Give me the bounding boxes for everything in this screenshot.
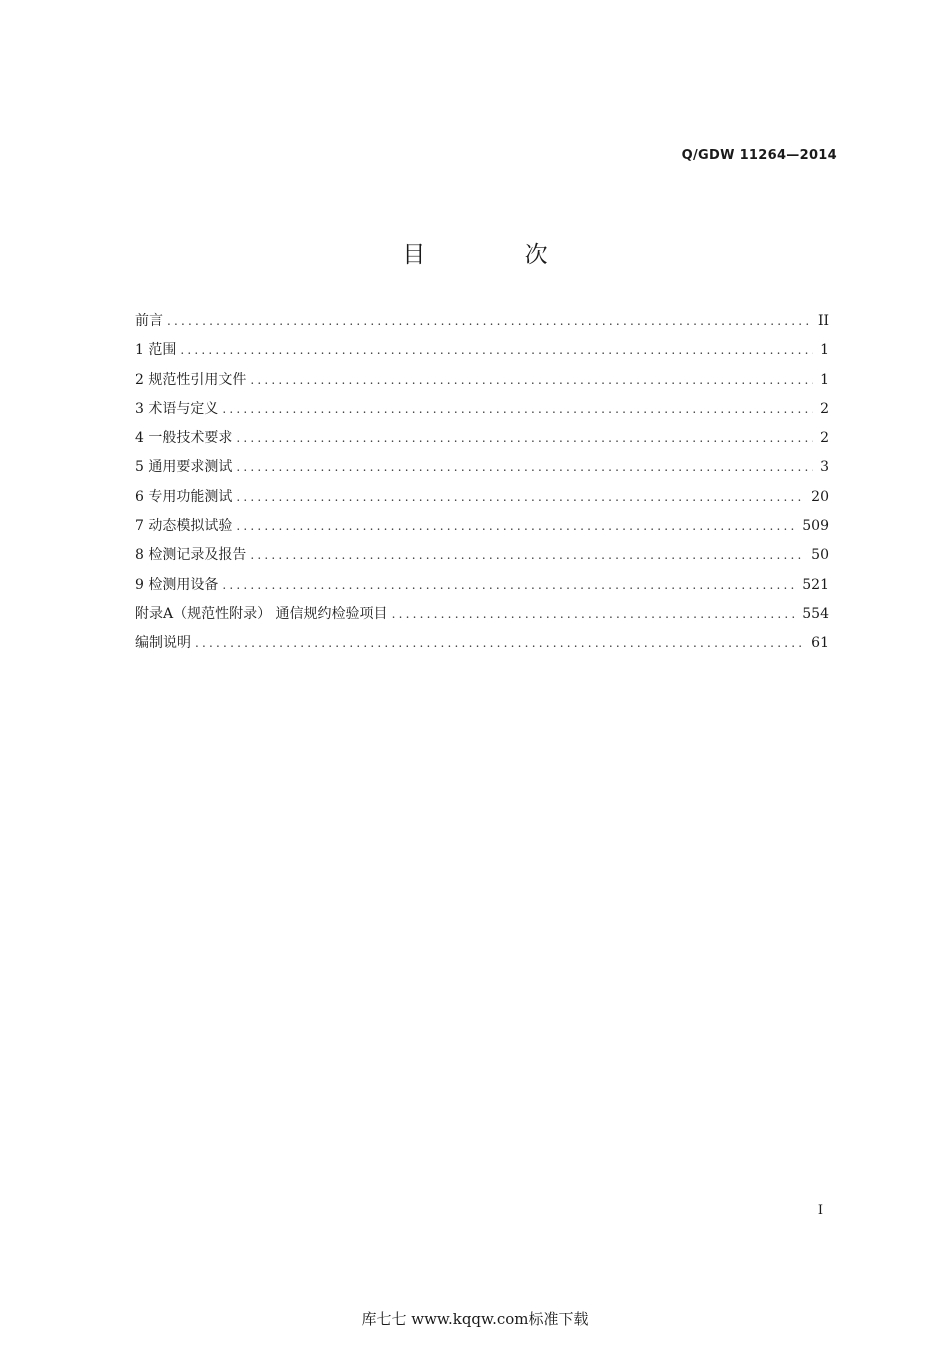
- toc-entry-label: 前言: [135, 313, 163, 329]
- toc-title: 目 次: [402, 242, 594, 268]
- toc-leader-dots: [195, 636, 805, 650]
- toc-entry-page: 521: [802, 576, 829, 593]
- toc-entry-label: 3 术语与定义: [135, 400, 219, 417]
- toc-entry-label: 2 规范性引用文件: [135, 371, 247, 388]
- toc-entry[interactable]: [135, 632, 829, 661]
- toc-entry-page: 20: [811, 488, 829, 505]
- toc-entry-label: 编制说明: [135, 635, 191, 652]
- toc-leader-dots: [236, 431, 813, 445]
- toc-entry[interactable]: [135, 339, 829, 368]
- toc-leader-dots: [180, 343, 813, 357]
- toc-entry-label: 1 范围: [135, 342, 177, 359]
- toc-entry-page: 2: [820, 430, 829, 447]
- toc-entry-page: 3: [820, 459, 829, 476]
- toc-entry[interactable]: [135, 427, 829, 456]
- toc-entry[interactable]: [135, 574, 829, 603]
- toc-entry-label: 6 专用功能测试: [135, 488, 233, 505]
- toc-entry-label: 9 检测用设备: [135, 576, 219, 593]
- toc-entry-page: 554: [802, 605, 829, 622]
- toc-leader-dots: [250, 373, 813, 387]
- toc-entry-page: 61: [811, 635, 829, 652]
- toc-entry-label: 附录A（规范性附录） 通信规约检验项目: [135, 605, 388, 622]
- toc-entry[interactable]: [135, 310, 829, 339]
- toc-entry-label: 8 检测记录及报告: [135, 547, 247, 564]
- toc-leader-dots: [222, 402, 813, 416]
- toc-leader-dots: [236, 490, 805, 504]
- toc-entry-page: 1: [820, 371, 829, 388]
- toc-entry[interactable]: [135, 398, 829, 427]
- watermark-text: 库七七 www.kqqw.com标准下载: [361, 1310, 589, 1328]
- toc-entry-page: 50: [811, 547, 829, 564]
- toc-entry-page: 509: [802, 518, 829, 535]
- toc-entry[interactable]: [135, 603, 829, 632]
- toc-entry-page: 2: [820, 400, 829, 417]
- toc-leader-dots: [167, 314, 812, 328]
- toc-entry-label: 4 一般技术要求: [135, 430, 233, 447]
- toc-leader-dots: [392, 607, 797, 621]
- toc-leader-dots: [250, 548, 805, 562]
- toc-entry[interactable]: [135, 515, 829, 544]
- table-of-contents: [135, 310, 829, 662]
- toc-leader-dots: [236, 460, 813, 474]
- toc-entry-page: 1: [820, 342, 829, 359]
- standard-code: Q/GDW 11264—2014: [681, 148, 837, 163]
- toc-entry[interactable]: [135, 544, 829, 573]
- toc-entry[interactable]: [135, 486, 829, 515]
- page-number: I: [817, 1203, 823, 1218]
- toc-entry-label: 7 动态模拟试验: [135, 518, 233, 535]
- toc-entry-label: 5 通用要求测试: [135, 459, 233, 476]
- toc-leader-dots: [236, 519, 796, 533]
- toc-leader-dots: [222, 578, 796, 592]
- toc-entry[interactable]: [135, 369, 829, 398]
- toc-entry-page: II: [817, 313, 829, 329]
- toc-entry[interactable]: [135, 456, 829, 485]
